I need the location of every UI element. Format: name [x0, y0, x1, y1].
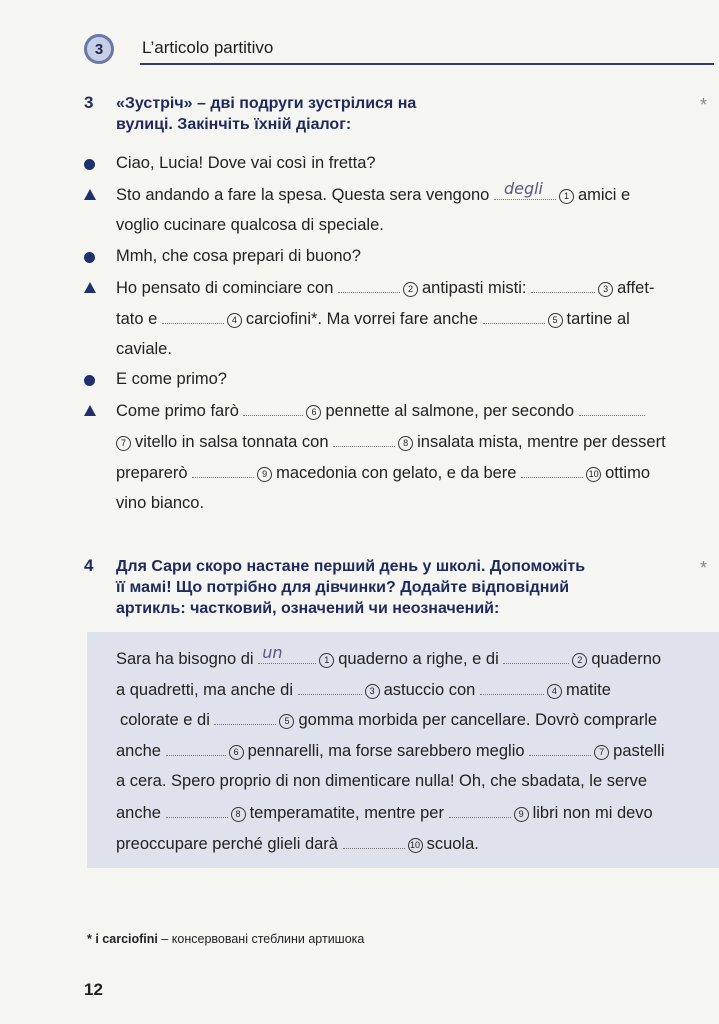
difficulty-star: *	[700, 95, 708, 115]
blank-number: 10	[586, 467, 601, 482]
answer-blank[interactable]	[298, 680, 362, 695]
speaker-dot-icon	[84, 252, 95, 263]
blank-number: 6	[229, 745, 244, 760]
exercise-3-title-line: вулиці. Закінчіть їхній діалог:	[116, 116, 352, 133]
footnote	[87, 932, 364, 946]
exercise-4-number: 4	[84, 556, 94, 575]
speaker-dot-icon	[84, 375, 95, 386]
answer-blank[interactable]	[214, 710, 276, 725]
exercise-4-title-line: її мамі! Що потрібно для дівчинки? Додайте відповідний	[116, 579, 570, 596]
handwritten-answer: un	[262, 643, 283, 662]
blank-number: 1	[559, 189, 574, 204]
exercise-3-title-line: «Зустріч» – дві подруги зустрілися на	[116, 95, 417, 112]
dialogue-line: vino bianco.	[116, 494, 205, 512]
chapter-number: 3	[94, 40, 104, 58]
exercise-4-title	[116, 556, 585, 619]
exercise-text-line: Sara ha bisogno di un 1 quaderno a righe, e di 2 quaderno	[116, 643, 662, 668]
chapter-title: L’articolo partitivo	[142, 38, 274, 57]
blank-number: 8	[231, 807, 246, 822]
chapter-number-badge	[84, 34, 114, 64]
answer-blank[interactable]	[494, 179, 556, 200]
answer-blank[interactable]	[449, 803, 511, 818]
dialogue-line: Come primo farò 6 pennette al salmone, per secondo	[116, 401, 645, 421]
answer-blank[interactable]	[343, 834, 405, 849]
answer-blank[interactable]	[503, 649, 569, 664]
blank-number: 1	[319, 653, 334, 668]
dialogue-line: Ho pensato di cominciare con 2 antipasti misti: 3 affet-	[116, 279, 655, 297]
dialogue-line: 7 vitello in salsa tonnata con 8 insalata mista, mentre per dessert	[116, 432, 666, 452]
handwritten-answer: degli	[503, 179, 543, 198]
footnote-term: i carciofini	[95, 932, 158, 946]
blank-number: 3	[365, 684, 380, 699]
dialogue-line: preparerò 9 macedonia con gelato, e da bere 10 ottimo	[116, 464, 651, 482]
exercise-text-line: anche 6 pennarelli, ma forse sarebbero meglio 7 pastelli	[116, 742, 665, 760]
blank-number: 4	[547, 684, 562, 699]
answer-blank[interactable]	[521, 463, 583, 478]
answer-blank[interactable]	[529, 741, 591, 756]
answer-blank[interactable]	[166, 803, 228, 818]
blank-number: 10	[408, 838, 423, 853]
exercise-4-title-line: артикль: частковий, означений чи неозначений:	[116, 600, 500, 617]
answer-blank[interactable]	[192, 463, 254, 478]
answer-blank[interactable]	[579, 401, 645, 416]
exercise-text-line: a cera. Spero proprio di non dimenticare nulla! Oh, che sbadata, le serve	[116, 772, 648, 790]
blank-number: 9	[257, 467, 272, 482]
answer-blank[interactable]	[162, 309, 224, 324]
dialogue-line: Sto andando a fare la spesa. Questa sera vengono degli 1 amici e	[116, 179, 631, 204]
exercise-4-title-line: Для Сари скоро настане перший день у школі. Допоможіть	[116, 558, 586, 575]
blank-number: 7	[594, 745, 609, 760]
answer-blank[interactable]	[483, 309, 545, 324]
dialogue-line: caviale.	[116, 340, 172, 358]
footnote-text: – консервовані стеблини артишока	[157, 932, 365, 946]
exercise-text-line: anche 8 temperamatite, mentre per 9 libri non mi devo	[116, 804, 653, 822]
answer-blank[interactable]	[243, 401, 303, 416]
blank-number: 2	[572, 653, 587, 668]
blank-number: 6	[306, 405, 321, 420]
blank-number: 5	[548, 313, 563, 328]
difficulty-star: *	[700, 558, 708, 578]
blank-number: 7	[116, 436, 131, 451]
dialogue-line: voglio cucinare qualcosa di speciale.	[116, 216, 384, 234]
exercise-text-line: preoccupare perché glieli darà 10 scuola.	[116, 835, 479, 853]
answer-blank[interactable]	[166, 741, 226, 756]
answer-blank[interactable]	[258, 643, 316, 664]
dialogue-line: E come primo?	[116, 370, 227, 388]
exercise-text-line: a quadretti, ma anche di 3 astuccio con 4 matite	[116, 681, 611, 699]
footnote-marker: *	[87, 932, 92, 946]
speaker-triangle-icon	[84, 189, 96, 200]
exercise-3-title	[116, 93, 416, 135]
page-number: 12	[84, 980, 103, 999]
speaker-dot-icon	[84, 159, 95, 170]
dialogue-line: Mmh, che cosa prepari di buono?	[116, 247, 361, 265]
answer-blank[interactable]	[338, 278, 400, 293]
answer-blank[interactable]	[480, 680, 544, 695]
exercise-text-line: colorate e di 5 gomma morbida per cancellare. Dovrò comprarle	[120, 711, 658, 729]
dialogue-line: Ciao, Lucia! Dove vai così in fretta?	[116, 154, 376, 172]
dialogue-line: tato e 4 carciofini*. Ma vorrei fare anche 5 tartine al	[116, 310, 630, 328]
answer-blank[interactable]	[531, 278, 595, 293]
blank-number: 9	[514, 807, 529, 822]
blank-number: 8	[398, 436, 413, 451]
header-rule	[140, 63, 714, 65]
blank-number: 5	[279, 714, 294, 729]
answer-blank[interactable]	[333, 432, 395, 447]
blank-number: 3	[598, 282, 613, 297]
speaker-triangle-icon	[84, 405, 96, 416]
exercise-3-number: 3	[84, 93, 94, 112]
blank-number: 4	[227, 313, 242, 328]
speaker-triangle-icon	[84, 282, 96, 293]
blank-number: 2	[403, 282, 418, 297]
